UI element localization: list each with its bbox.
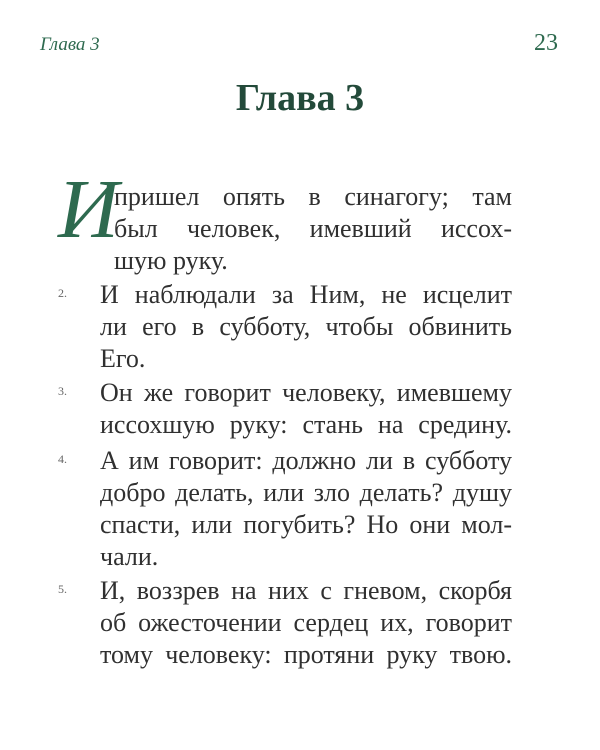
drop-cap: И: [58, 163, 119, 256]
verse-2-line-2: ли его в субботу, чтобы обвинить: [100, 312, 512, 341]
page-number: 23: [534, 30, 558, 56]
verse-4-line-2: добро делать, или зло делать? душу: [100, 478, 512, 507]
verse-2-line-1: И наблюдали за Ним, не исцелит: [100, 280, 512, 309]
verse-1-line-1: пришел опять в синагогу; там: [114, 182, 512, 211]
verse-number-4: 4.: [58, 452, 67, 466]
verse-1-line-2: был человек, имевший иссох-: [114, 214, 512, 243]
verse-4-line-4: чали.: [100, 542, 159, 571]
verse-5-line-3: тому человеку: протяни руку твою.: [100, 640, 512, 669]
verse-4-line-1: А им говорит: должно ли в субботу: [100, 446, 512, 475]
verse-number-3: 3.: [58, 384, 67, 398]
verse-3-line-2: иссохшую руку: стань на средину.: [100, 410, 512, 439]
chapter-title: Глава 3: [235, 77, 365, 119]
verse-5-line-1: И, воззрев на них с гневом, скорбя: [100, 576, 512, 605]
running-head: Глава 3: [40, 34, 100, 55]
verse-4-line-3: спасти, или погубить? Но они мол-: [100, 510, 512, 539]
verse-1-line-3: шую руку.: [114, 246, 228, 275]
verse-number-2: 2.: [58, 286, 67, 300]
verse-2-line-3: Его.: [100, 344, 146, 373]
verse-number-5: 5.: [58, 582, 67, 596]
verse-3-line-1: Он же говорит человеку, имевшему: [100, 378, 512, 407]
verse-5-line-2: об ожесточении сердец их, говорит: [100, 608, 512, 637]
